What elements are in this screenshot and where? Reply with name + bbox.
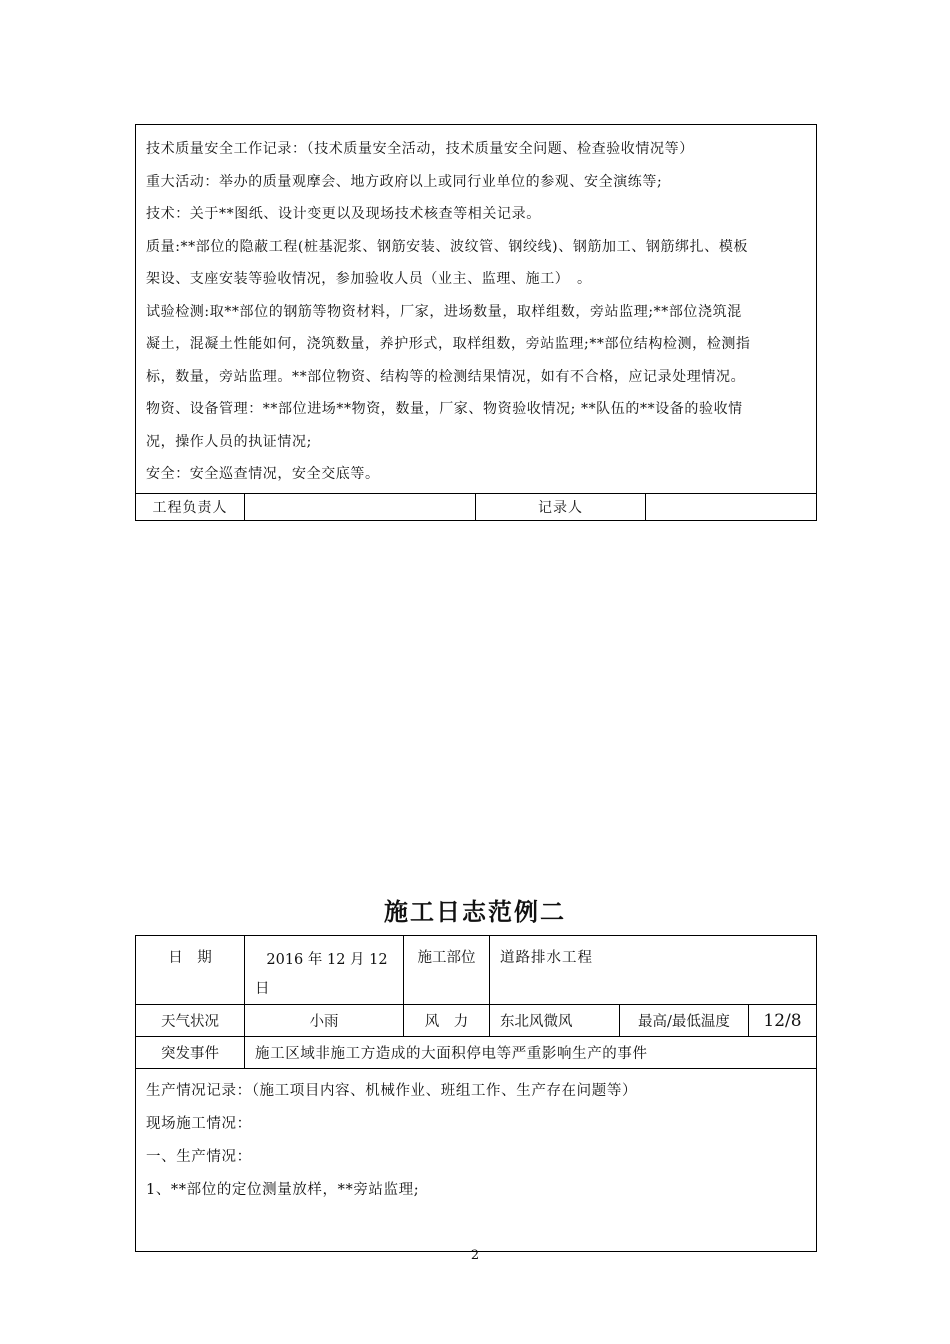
note-line: 安全：安全巡查情况，安全交底等。: [146, 466, 380, 482]
quality-safety-notes: [136, 125, 817, 494]
note-line: 凝土，混凝土性能如何，浇筑数量，养护形式，取样组数，旁站监理;**部位结构检测，检测指: [146, 336, 751, 352]
log-line: 现场施工情况：: [146, 1116, 252, 1132]
wind-label: 风 力: [404, 1005, 490, 1037]
page-title: 施工日志范例二: [384, 897, 566, 926]
project-leader-label: 工程负责人: [136, 493, 245, 520]
date-value: 2016 年 12 月 12 日: [245, 936, 404, 1005]
note-line: 物资、设备管理：**部位进场**物资，数量，厂家、物资验收情况; **队伍的**设备的验收情: [146, 401, 743, 417]
construction-log-table: [135, 935, 817, 1252]
note-line: 技术质量安全工作记录：（技术质量安全活动，技术质量安全问题、检查验收情况等）: [146, 141, 694, 157]
note-line: 技术：关于**图纸、设计变更以及现场技术核查等相关记录。: [146, 206, 541, 222]
note-line: 试验检测:取**部位的钢筋等物资材料，厂家，进场数量，取样组数，旁站监理;**部位浇筑混: [146, 303, 742, 320]
emergency-label: 突发事件: [136, 1037, 245, 1069]
temp-label: 最高/最低温度: [620, 1005, 749, 1037]
section-label: 施工部位: [404, 936, 490, 1005]
weather-value: 小雨: [245, 1005, 404, 1037]
note-line: 质量:**部位的隐蔽工程(桩基泥浆、钢筋安装、波纹管、钢绞线)、钢筋加工、钢筋绑扎、模板: [146, 238, 749, 255]
recorder-label: 记录人: [476, 493, 646, 520]
recorder-field[interactable]: [646, 493, 817, 520]
temp-value: 12/8: [749, 1005, 817, 1037]
date-label: 日 期: [136, 936, 245, 1005]
note-line: 况，操作人员的执证情况;: [146, 433, 312, 450]
section-value: 道路排水工程: [490, 936, 817, 1005]
wind-value: 东北风微风: [490, 1005, 620, 1037]
log-line: 生产情况记录：（施工项目内容、机械作业、班组工作、生产存在问题等）: [146, 1083, 638, 1099]
emergency-value: 施工区域非施工方造成的大面积停电等严重影响生产的事件: [245, 1037, 817, 1069]
note-line: 标，数量，旁站监理。**部位物资、结构等的检测结果情况，如有不合格，应记录处理情况。: [146, 368, 746, 385]
log-line: 1、**部位的定位测量放样，**旁站监理;: [146, 1182, 420, 1198]
log-line: 一、生产情况：: [146, 1149, 252, 1165]
quality-safety-table: [135, 124, 817, 521]
note-line: 架设、支座安装等验收情况，参加验收人员（业主、监理、施工） 。: [146, 271, 592, 287]
note-line: 重大活动：举办的质量观摩会、地方政府以上或同行业单位的参观、安全演练等;: [146, 173, 663, 190]
project-leader-field[interactable]: [245, 493, 476, 520]
weather-label: 天气状况: [136, 1005, 245, 1037]
page-number: 2: [470, 1248, 480, 1263]
production-log: [136, 1069, 817, 1252]
